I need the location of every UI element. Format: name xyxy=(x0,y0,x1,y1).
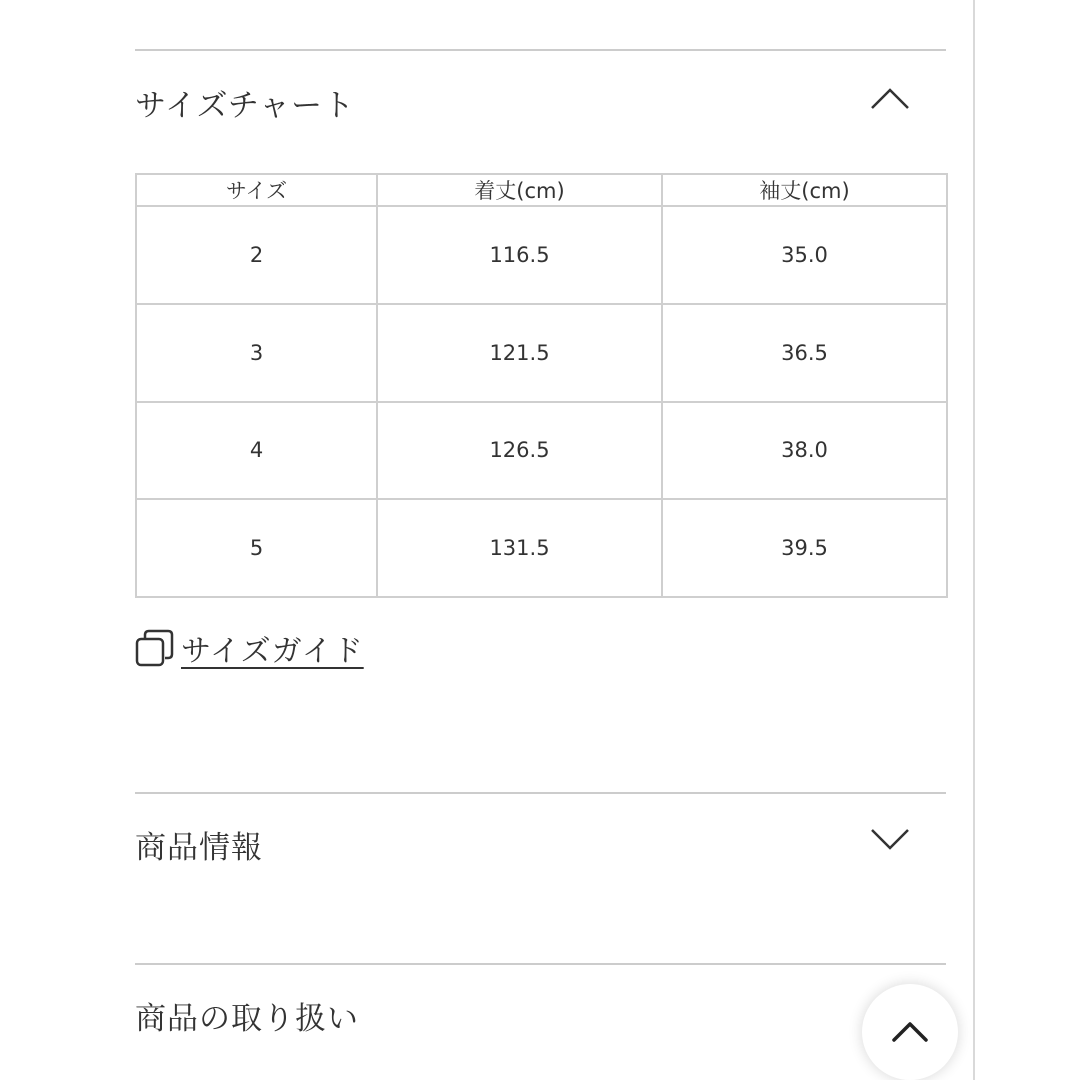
cell-sleeve-length: 39.5 xyxy=(662,499,947,597)
cell-length: 121.5 xyxy=(377,304,662,402)
size-guide-label: サイズガイド xyxy=(181,634,364,669)
section-divider-product-info xyxy=(135,792,946,794)
size-guide-link[interactable] xyxy=(135,626,364,670)
header-sleeve-length: 袖丈(cm) xyxy=(662,174,947,206)
cell-size: 4 xyxy=(136,402,377,500)
cell-length: 126.5 xyxy=(377,402,662,500)
size-chart-toggle[interactable] xyxy=(866,74,914,122)
cell-size: 2 xyxy=(136,206,377,304)
cell-length: 116.5 xyxy=(377,206,662,304)
cell-sleeve-length: 35.0 xyxy=(662,206,947,304)
section-divider-size-chart xyxy=(135,49,946,51)
scroll-to-top-button[interactable] xyxy=(862,984,958,1080)
cell-sleeve-length: 38.0 xyxy=(662,402,947,500)
header-size: サイズ xyxy=(136,174,377,206)
chevron-down-icon xyxy=(866,816,914,864)
table-row xyxy=(136,206,947,304)
cell-size: 5 xyxy=(136,499,377,597)
header-length: 着丈(cm) xyxy=(377,174,662,206)
size-chart-table xyxy=(135,173,948,598)
table-row xyxy=(136,304,947,402)
chevron-up-icon xyxy=(866,74,914,122)
section-divider-handling xyxy=(135,963,946,965)
cell-length: 131.5 xyxy=(377,499,662,597)
table-header-row xyxy=(136,174,947,206)
external-window-icon xyxy=(135,628,175,668)
cell-sleeve-length: 36.5 xyxy=(662,304,947,402)
table-row xyxy=(136,499,947,597)
handling-title: 商品の取り扱い xyxy=(135,1001,359,1037)
product-info-title: 商品情報 xyxy=(135,830,263,866)
chevron-up-icon xyxy=(888,1010,932,1054)
product-info-toggle[interactable] xyxy=(866,816,914,864)
cell-size: 3 xyxy=(136,304,377,402)
content-edge-divider xyxy=(973,0,975,1080)
size-chart-title: サイズチャート xyxy=(135,88,355,124)
table-row xyxy=(136,402,947,500)
